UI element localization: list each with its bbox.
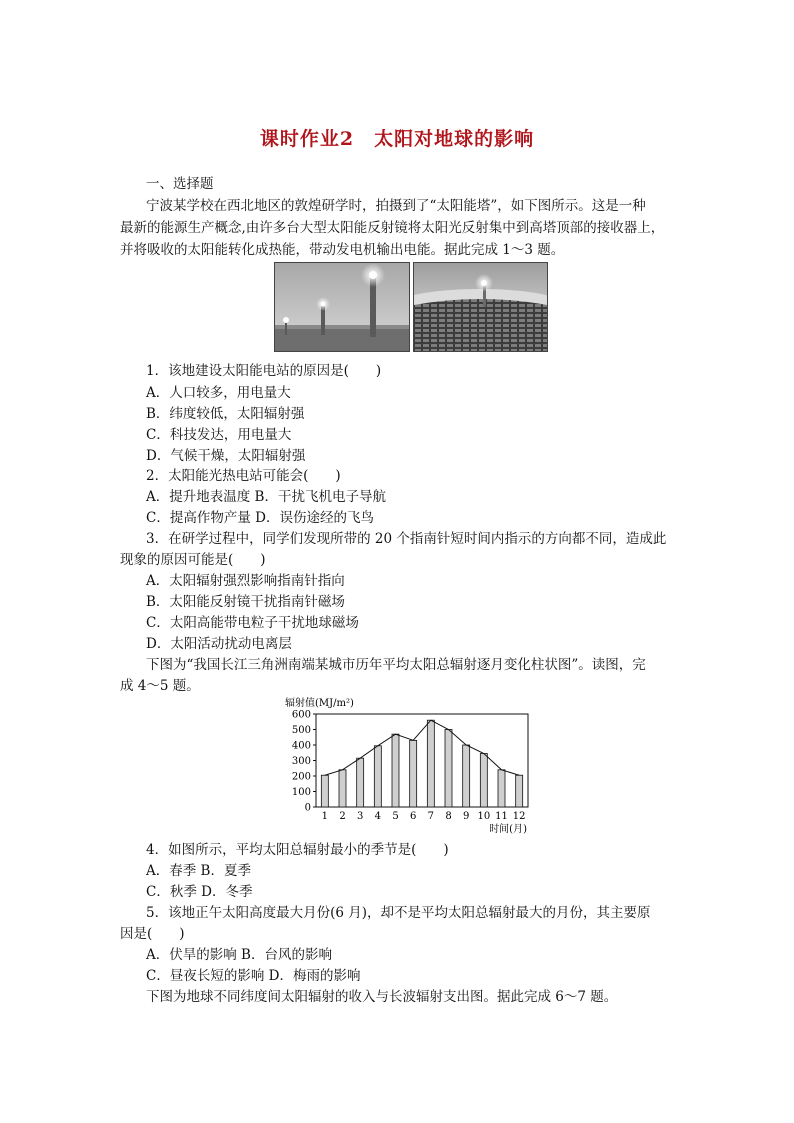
x-tick-label: 12 (512, 811, 526, 822)
q5-options-ab: A．伏旱的影响 B．台风的影响 (146, 947, 332, 963)
radiation-bar-chart (280, 692, 540, 837)
q3-option-c: C．太阳高能带电粒子干扰地球磁场 (146, 615, 359, 631)
bar (480, 754, 487, 807)
x-tick-label: 8 (445, 811, 452, 822)
x-tick-label: 9 (462, 811, 470, 822)
y-axis-label: 辐射值(MJ/m²) (285, 698, 354, 709)
q5-stem-cont: 因是( ) (120, 926, 185, 942)
y-tick-label: 100 (291, 787, 311, 798)
y-tick-label: 500 (291, 725, 311, 736)
q3-option-a: A．太阳辐射强烈影响指南针指向 (146, 573, 345, 589)
q3-stem-cont: 现象的原因可能是( ) (120, 552, 266, 568)
q5-options-cd: C．昼夜长短的影响 D．梅雨的影响 (146, 968, 361, 984)
bar (374, 746, 381, 807)
x-tick-label: 11 (495, 811, 508, 822)
q1-option-a: A．人口较多，用电量大 (146, 385, 291, 401)
bar (339, 770, 346, 807)
q5-stem: 5．该地正午太阳高度最大月份(6 月)，却不是平均太阳总辐射最大的月份，其主要原 (146, 905, 651, 921)
chart-intro-cont: 成 4～5 题。 (120, 678, 200, 694)
page-title: 课时作业2 太阳对地球的影响 (259, 128, 535, 150)
section-heading: 一、选择题 (146, 176, 214, 192)
x-tick-label: 4 (374, 811, 382, 822)
intro-line: 并将吸收的太阳能转化成热能，带动发电机输出电能。据此完成 1～3 题。 (120, 242, 565, 258)
q3-option-b: B．太阳能反射镜干扰指南针磁场 (146, 594, 345, 610)
x-axis-label: 时间(月) (489, 824, 527, 835)
x-tick-label: 10 (477, 811, 491, 822)
bar (498, 770, 505, 807)
x-tick-label: 1 (321, 811, 329, 822)
y-tick-label: 300 (291, 756, 311, 767)
closing-text: 下图为地球不同纬度间太阳辐射的收入与长波辐射支出图。据此完成 6～7 题。 (146, 989, 618, 1005)
x-tick-label: 6 (409, 811, 417, 822)
y-tick-label: 600 (291, 709, 311, 721)
q4-stem: 4．如图所示，平均太阳总辐射最小的季节是( ) (146, 842, 449, 858)
y-tick-label: 0 (304, 802, 311, 814)
bar (410, 740, 417, 807)
y-tick-label: 200 (291, 771, 311, 783)
q2-options-ab: A．提升地表温度 B．干扰飞机电子导航 (146, 489, 386, 505)
q2-options-cd: C．提高作物产量 D．误伤途经的飞鸟 (146, 510, 374, 526)
q2-stem: 2．太阳能光热电站可能会( ) (146, 468, 341, 484)
x-tick-label: 3 (356, 811, 364, 822)
bar (392, 734, 399, 807)
bar (427, 720, 434, 807)
q3-option-d: D．太阳活动扰动电离层 (146, 636, 292, 652)
q1-option-c: C．科技发达，用电量大 (146, 427, 292, 443)
solar-tower-photo-left (274, 262, 410, 352)
bar (357, 758, 364, 807)
bar (516, 775, 523, 807)
intro-line: 宁波某学校在西北地区的敦煌研学时，拍摄到了“太阳能塔”，如下图所示。这是一种 (146, 198, 646, 214)
x-tick-label: 2 (339, 811, 346, 822)
q3-stem: 3．在研学过程中，同学们发现所带的 20 个指南针短时间内指示的方向都不同，造成此 (146, 531, 667, 547)
q4-options-cd: C．秋季 D．冬季 (146, 884, 253, 900)
trend-line (325, 720, 519, 775)
x-tick-label: 5 (392, 811, 399, 822)
plot-frame (316, 714, 528, 807)
q1-option-b: B．纬度较低，太阳辐射强 (146, 406, 305, 422)
heliostat-field-photo-right (413, 262, 548, 352)
bar (321, 775, 328, 807)
bar (445, 730, 452, 808)
q1-option-d: D．气候干燥，太阳辐射强 (146, 448, 306, 464)
bar (463, 745, 470, 807)
intro-line: 最新的能源生产概念,由许多台大型太阳能反射镜将太阳光反射集中到高塔顶部的接收器上， (120, 220, 665, 236)
q1-stem: 1．该地建设太阳能电站的原因是( ) (146, 363, 382, 379)
x-tick-label: 7 (427, 811, 435, 822)
q4-options-ab: A．春季 B．夏季 (146, 863, 251, 879)
chart-intro: 下图为“我国长江三角洲南端某城市历年平均太阳总辐射逐月变化柱状图”。读图，完 (146, 657, 646, 673)
y-tick-label: 400 (291, 740, 311, 752)
